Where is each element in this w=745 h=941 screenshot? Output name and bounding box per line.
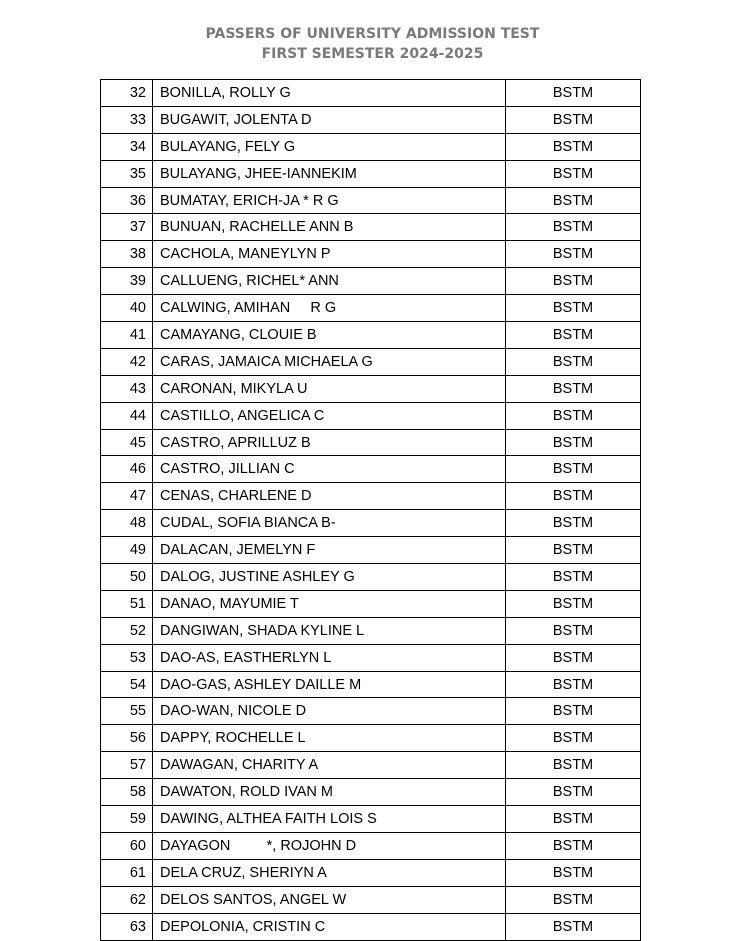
- course-code: BSTM: [506, 886, 641, 913]
- passer-name: DALOG, JUSTINE ASHLEY G: [153, 564, 506, 591]
- table-row: [101, 510, 641, 537]
- passer-name: BULAYANG, JHEE-IANNEKIM: [153, 160, 506, 187]
- row-number: 43: [101, 375, 153, 402]
- table-row: [101, 187, 641, 214]
- table-row: [101, 698, 641, 725]
- table-row: [101, 295, 641, 322]
- table-row: [101, 859, 641, 886]
- table-row: [101, 348, 641, 375]
- row-number: 60: [101, 832, 153, 859]
- row-number: 46: [101, 456, 153, 483]
- table-row: [101, 241, 641, 268]
- passer-name: DAO-AS, EASTHERLYN L: [153, 644, 506, 671]
- course-code: BSTM: [506, 806, 641, 833]
- course-code: BSTM: [506, 483, 641, 510]
- passer-name: DELOS SANTOS, ANGEL W: [153, 886, 506, 913]
- passer-name: BUNUAN, RACHELLE ANN B: [153, 214, 506, 241]
- row-number: 38: [101, 241, 153, 268]
- row-number: 44: [101, 402, 153, 429]
- course-code: BSTM: [506, 375, 641, 402]
- course-code: BSTM: [506, 160, 641, 187]
- course-code: BSTM: [506, 402, 641, 429]
- table-row: [101, 886, 641, 913]
- table-row: [101, 752, 641, 779]
- table-row: [101, 322, 641, 349]
- passer-name: BUMATAY, ERICH-JA * R G: [153, 187, 506, 214]
- passer-name: DAO-GAS, ASHLEY DAILLE M: [153, 671, 506, 698]
- passer-name: CASTRO, JILLIAN C: [153, 456, 506, 483]
- row-number: 39: [101, 268, 153, 295]
- row-number: 49: [101, 537, 153, 564]
- row-number: 37: [101, 214, 153, 241]
- row-number: 63: [101, 913, 153, 940]
- table-row: [101, 268, 641, 295]
- table-row: [101, 456, 641, 483]
- row-number: 41: [101, 322, 153, 349]
- passer-name: BONILLA, ROLLY G: [153, 80, 506, 107]
- passer-name: DELA CRUZ, SHERIYN A: [153, 859, 506, 886]
- row-number: 42: [101, 348, 153, 375]
- document-subtitle: FIRST SEMESTER 2024-2025: [261, 46, 484, 62]
- row-number: 54: [101, 671, 153, 698]
- passer-name: DEPOLONIA, CRISTIN C: [153, 913, 506, 940]
- passer-name: DAWATON, ROLD IVAN M: [153, 779, 506, 806]
- passer-name: CASTRO, APRILLUZ B: [153, 429, 506, 456]
- table-row: [101, 429, 641, 456]
- passer-name: CASTILLO, ANGELICA C: [153, 402, 506, 429]
- course-code: BSTM: [506, 564, 641, 591]
- passer-name: CALLUENG, RICHEL* ANN: [153, 268, 506, 295]
- course-code: BSTM: [506, 590, 641, 617]
- passer-name: DANAO, MAYUMIE T: [153, 590, 506, 617]
- passer-name: DAWING, ALTHEA FAITH LOIS S: [153, 806, 506, 833]
- course-code: BSTM: [506, 106, 641, 133]
- course-code: BSTM: [506, 779, 641, 806]
- table-row: [101, 671, 641, 698]
- table-row: [101, 564, 641, 591]
- course-code: BSTM: [506, 322, 641, 349]
- course-code: BSTM: [506, 913, 641, 940]
- row-number: 52: [101, 617, 153, 644]
- course-code: BSTM: [506, 537, 641, 564]
- table-row: [101, 806, 641, 833]
- course-code: BSTM: [506, 832, 641, 859]
- table-row: [101, 133, 641, 160]
- table-row: [101, 80, 641, 107]
- course-code: BSTM: [506, 295, 641, 322]
- table-row: [101, 617, 641, 644]
- passer-name: CARONAN, MIKYLA U: [153, 375, 506, 402]
- course-code: BSTM: [506, 429, 641, 456]
- passer-name: DALACAN, JEMELYN F: [153, 537, 506, 564]
- course-code: BSTM: [506, 133, 641, 160]
- table-row: [101, 106, 641, 133]
- row-number: 48: [101, 510, 153, 537]
- passers-table-body: [101, 80, 641, 941]
- course-code: BSTM: [506, 456, 641, 483]
- course-code: BSTM: [506, 241, 641, 268]
- course-code: BSTM: [506, 859, 641, 886]
- row-number: 58: [101, 779, 153, 806]
- row-number: 36: [101, 187, 153, 214]
- row-number: 56: [101, 725, 153, 752]
- row-number: 59: [101, 806, 153, 833]
- row-number: 32: [101, 80, 153, 107]
- row-number: 61: [101, 859, 153, 886]
- table-row: [101, 537, 641, 564]
- row-number: 47: [101, 483, 153, 510]
- row-number: 45: [101, 429, 153, 456]
- passer-name: CAMAYANG, CLOUIE B: [153, 322, 506, 349]
- row-number: 57: [101, 752, 153, 779]
- course-code: BSTM: [506, 617, 641, 644]
- table-row: [101, 913, 641, 940]
- table-row: [101, 402, 641, 429]
- row-number: 50: [101, 564, 153, 591]
- passer-name: DAYAGON *, ROJOHN D: [153, 832, 506, 859]
- course-code: BSTM: [506, 80, 641, 107]
- course-code: BSTM: [506, 214, 641, 241]
- row-number: 33: [101, 106, 153, 133]
- table-row: [101, 590, 641, 617]
- row-number: 62: [101, 886, 153, 913]
- passer-name: DAWAGAN, CHARITY A: [153, 752, 506, 779]
- course-code: BSTM: [506, 644, 641, 671]
- document-title: PASSERS OF UNIVERSITY ADMISSION TEST: [205, 26, 540, 42]
- table-row: [101, 214, 641, 241]
- course-code: BSTM: [506, 698, 641, 725]
- row-number: 55: [101, 698, 153, 725]
- passer-name: DAO-WAN, NICOLE D: [153, 698, 506, 725]
- course-code: BSTM: [506, 510, 641, 537]
- table-row: [101, 832, 641, 859]
- passer-name: BULAYANG, FELY G: [153, 133, 506, 160]
- passer-name: CENAS, CHARLENE D: [153, 483, 506, 510]
- row-number: 40: [101, 295, 153, 322]
- course-code: BSTM: [506, 187, 641, 214]
- passers-table: [100, 79, 641, 941]
- course-code: BSTM: [506, 348, 641, 375]
- passer-name: DAPPY, ROCHELLE L: [153, 725, 506, 752]
- row-number: 34: [101, 133, 153, 160]
- row-number: 53: [101, 644, 153, 671]
- row-number: 51: [101, 590, 153, 617]
- passer-name: CALWING, AMIHAN R G: [153, 295, 506, 322]
- table-row: [101, 725, 641, 752]
- document-header: [0, 24, 745, 64]
- course-code: BSTM: [506, 725, 641, 752]
- passer-name: CACHOLA, MANEYLYN P: [153, 241, 506, 268]
- passer-name: CUDAL, SOFIA BIANCA B-: [153, 510, 506, 537]
- table-row: [101, 483, 641, 510]
- row-number: 35: [101, 160, 153, 187]
- table-row: [101, 375, 641, 402]
- table-row: [101, 644, 641, 671]
- course-code: BSTM: [506, 268, 641, 295]
- course-code: BSTM: [506, 752, 641, 779]
- passer-name: CARAS, JAMAICA MICHAELA G: [153, 348, 506, 375]
- table-row: [101, 779, 641, 806]
- course-code: BSTM: [506, 671, 641, 698]
- passer-name: BUGAWIT, JOLENTA D: [153, 106, 506, 133]
- table-row: [101, 160, 641, 187]
- passer-name: DANGIWAN, SHADA KYLINE L: [153, 617, 506, 644]
